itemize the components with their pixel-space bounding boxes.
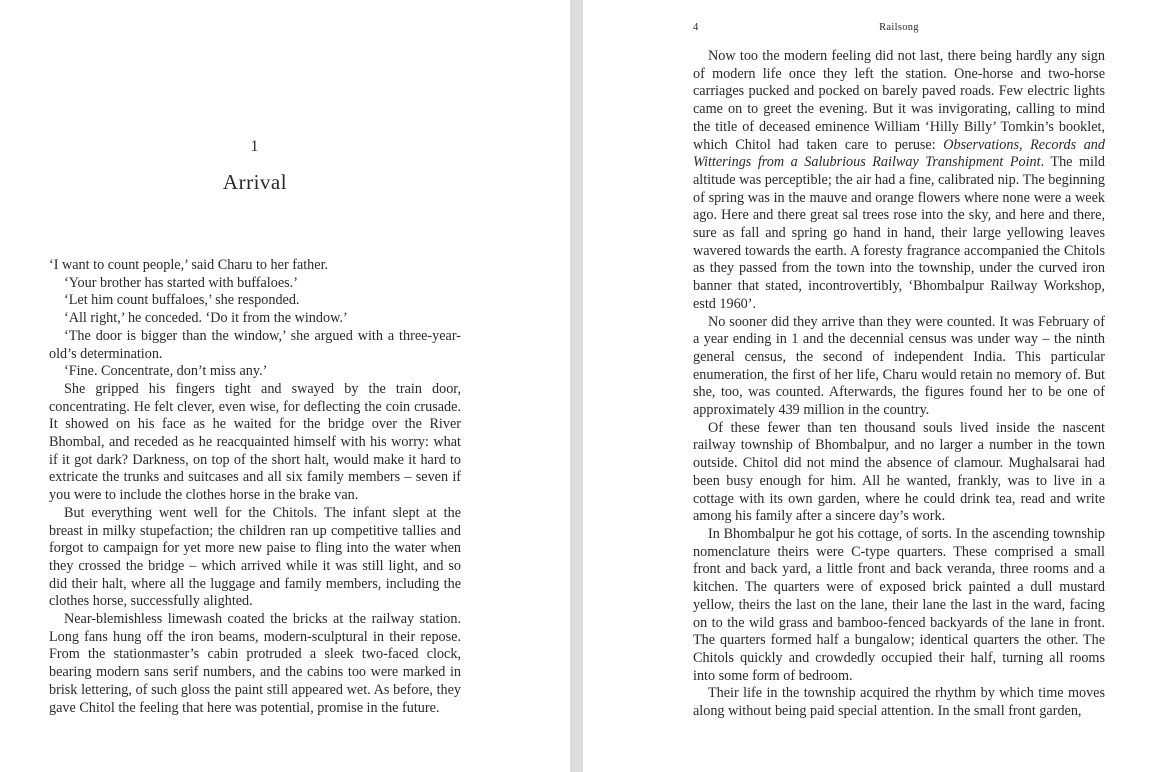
running-head: [693, 22, 1105, 36]
page-number: 4: [693, 22, 699, 33]
chapter-number: 1: [250, 138, 260, 155]
paragraph: ‘Your brother has started with buffaloes.’: [64, 274, 298, 291]
right-page-body: [693, 48, 1105, 721]
paragraph: Near-blemishless limewash coated the bricks at the railway station. Long fans hung off the iron beams, modern-sculptural in their repose. From the stationmaster’s cabin protruded a sleek two-faced clock, bearing modern sans serif numbers, and the cabins too were marked in brisk lettering, of such gloss the paint still appeared wet. As before, they gave Chitol the feeling that here was potential, promise in the future.: [49, 611, 461, 716]
paragraph-text: . The mild altitude was perceptible; the air had a fine, calibrated nip. The beginning of spring was in the mauve and orange flowers where none were a week ago. Here and there great sal trees rose into the sky, and here and there, sure as fall and spring go hand in hand, their large yellowing leaves wavered towards the earth. A foresty fragrance accompanied the Chitols as they passed from the town into the township, under the curved iron banner that stated, incontrovertibly, ‘Bhombalpur Railway Workshop, estd 1960’.: [693, 154, 1105, 312]
left-page-body: [49, 257, 461, 717]
chapter-title: Arrival: [222, 170, 288, 194]
running-head-title: Railsong: [879, 22, 919, 33]
paragraph: No sooner did they arrive than they were counted. It was February of a year ending in 1 and the decennial census was under way – the ninth general census, the second of independent India. This particular enumeration, the first of her life, Charu would retain no memory of. But she, too, was counted. Afterwards, the figures found her to be one of approximately 439 million in the country.: [693, 313, 1105, 419]
booklet-title: Observations, Records and Witterings from a Salubrious Railway Transhipment Point: [693, 136, 1105, 171]
left-page: [0, 0, 570, 772]
paragraph: ‘All right,’ he conceded. ‘Do it from the window.’: [64, 310, 348, 327]
paragraph: But everything went well for the Chitols. The infant slept at the breast in milky stupefaction; the children ran up competitive tallies and forgot to campaign for yet more new paise to fling into the water when they crossed the bridge – which arrived while it was still light, and so did their halt, where all the luggage and family members, including the clothes horse, successfully alighted.: [49, 504, 461, 610]
paragraph: ‘Let him count buffaloes,’ she responded.: [64, 292, 300, 309]
paragraph: In Bhombalpur he got his cottage, of sorts. In the ascending township nomenclature theirs were C-type quarters. These comprised a small front and back yard, a little front and back veranda, three rooms and a kitchen. The quarters were of exposed brick painted a dull mustard yellow, theirs the last on the lane, their lane the last in the ward, facing on to the wild grass and bamboo-fenced backyards of the lane in front. The quarters formed half a bungalow; identical quarters the other. The Chitols quickly and crowdedly occupied their half, turning all rooms into some form of bedroom.: [693, 525, 1105, 684]
paragraph: ‘Fine. Concentrate, don’t miss any.’: [64, 363, 268, 380]
paragraph: ‘I want to count people,’ said Charu to her father.: [49, 257, 329, 273]
paragraph: [693, 48, 1105, 314]
right-page: [583, 0, 1156, 772]
paragraph: ‘The door is bigger than the window,’ she argued with a three-year-old’s determination.: [49, 327, 461, 362]
paragraph: Of these fewer than ten thousand souls lived inside the nascent railway township of Bhombalpur, and no larger a number in the town outside. Chitol did not mind the absence of clamour. Mughalsarai had been busy enough for him. All he wanted, frankly, was to live in a cottage with its own garden, where he could drink tea, read and write among his family after a sincere day’s work.: [693, 419, 1105, 525]
paragraph: She gripped his fingers tight and swayed by the train door, concentrating. He felt clever, even wise, for deflecting the coin crusade. It showed on his face as he waited for the bridge over the River Bhombal, and receded as he reacquainted himself with his worry: what if it got dark? Darkness, on top of the short halt, would make it hard to extricate the trunks and suitcases and all six family members – seven if you were to include the clothes horse in the brake van.: [49, 380, 461, 504]
paragraph-text: Now too the modern feeling did not last, there being hardly any sign of modern life once they left the station. One-horse and two-horse carriages pucked and pocked on barely paved roads. Few electric lights came on to greet the evening. But it was invigorating, calling to mind the title of deceased eminence William ‘Hilly Billy’ Tomkin’s booklet, which Chitol had taken care to peruse:: [693, 48, 1105, 153]
paragraph: Their life in the township acquired the rhythm by which time moves along without being paid special attention. In the small front garden,: [693, 685, 1105, 720]
page-gutter: [570, 0, 583, 772]
